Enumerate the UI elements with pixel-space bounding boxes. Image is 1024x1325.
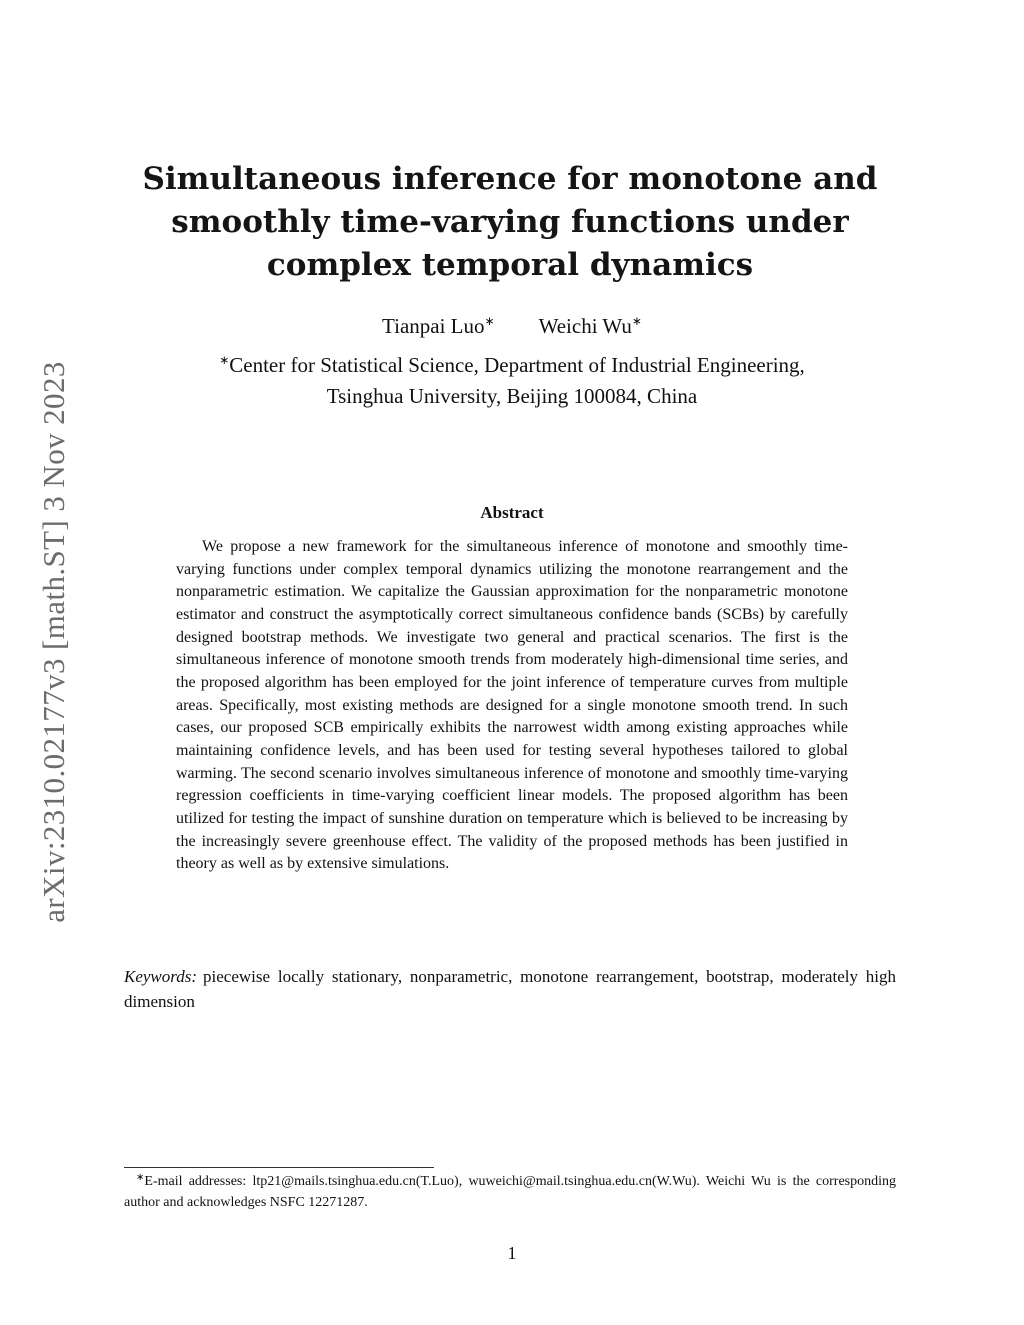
keywords <box>124 964 896 1014</box>
author-affiliation-mark: ∗ <box>631 314 642 328</box>
keywords-text: piecewise locally stationary, nonparametric, monotone rearrangement, bootstrap, moderately high dimension <box>124 967 896 1011</box>
author-name: Tianpai Luo <box>382 314 485 338</box>
footnote-divider <box>124 1167 434 1168</box>
paper-title: Simultaneous inference for monotone and smoothly time-varying functions under complex temporal dynamics <box>142 161 878 283</box>
affiliation-mark: ∗ <box>219 353 230 367</box>
affiliation <box>100 350 924 412</box>
footnote <box>124 1171 896 1213</box>
author-list <box>0 312 1024 340</box>
author-2 <box>539 312 642 340</box>
author-name: Weichi Wu <box>538 314 632 338</box>
footnote-mark: ∗ <box>136 1172 145 1183</box>
abstract-body: We propose a new framework for the simultaneous inference of monotone and smoothly time-varying functions under complex temporal dynamics utilizing the monotone rearrangement and the nonparametric estimation. We capitalize the Gaussian approximation for the nonparametric monotone estimator and construct the asymptotically correct simultaneous confidence bands (SCBs) by carefully designed bootstrap methods. We investigate two general and practical scenarios. The first is the simultaneous inference of monotone smooth trends from moderately high-dimensional time series, and the proposed algorithm has been employed for the joint inference of temperature curves from multiple areas. Specifically, most existing methods are designed for a single monotone smooth trend. In such cases, our proposed SCB empirically exhibits the narrowest width among existing approaches while maintaining confidence levels, and has been used for testing several hypotheses tailored to global warming. The second scenario involves simultaneous inference of monotone and smoothly time-varying regression coefficients in time-varying coefficient linear models. The proposed algorithm has been utilized for testing the impact of sunshine duration on temperature which is believed to be increasing by the increasingly severe greenhouse effect. The validity of the proposed methods has been justified in theory as well as by extensive simulations. <box>176 538 848 873</box>
abstract-heading: Abstract <box>480 503 544 522</box>
author-affiliation-mark: ∗ <box>484 314 495 328</box>
affiliation-line-2: Tsinghua University, Beijing 100084, China <box>326 384 698 408</box>
keywords-label: Keywords: <box>124 967 198 986</box>
author-1 <box>382 312 495 340</box>
footnote-text: E-mail addresses: ltp21@mails.tsinghua.edu.cn(T.Luo), wuweichi@mail.tsinghua.edu.cn(W.Wu). Weichi Wu is the corresponding author and acknowledges NSFC 12271287. <box>124 1174 896 1210</box>
arxiv-identifier-stamp: arXiv:2310.02177v3 [math.ST] 3 Nov 2023 <box>36 361 71 923</box>
page-number: 1 <box>507 1243 517 1263</box>
affiliation-line-1: ∗Center for Statistical Science, Department of Industrial Engineering, <box>219 353 805 377</box>
